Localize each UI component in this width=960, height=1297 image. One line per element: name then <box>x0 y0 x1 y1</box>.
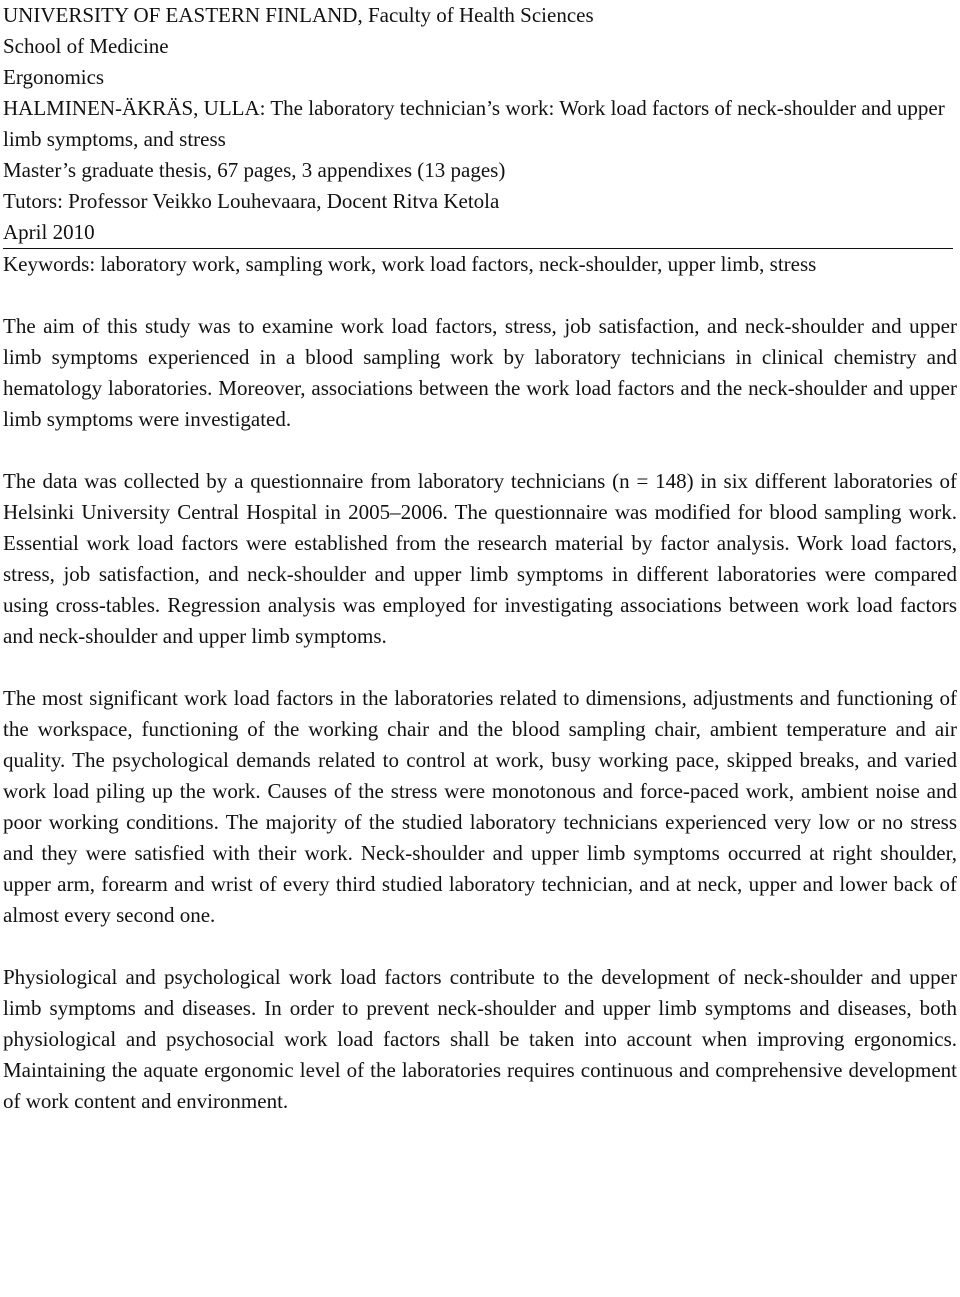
keywords-line: Keywords: laboratory work, sampling work, work load factors, neck-shoulder, upper limb, stress <box>3 252 817 276</box>
university-line: UNIVERSITY OF EASTERN FINLAND, Faculty of Health Sciences <box>3 3 594 27</box>
abstract-paragraph: The aim of this study was to examine work load factors, stress, job satisfaction, and neck-shoulder and upper limb symptoms experienced in a blood sampling work by laboratory technicians in clinical chemistry and hematology laboratories. Moreover, associations between the work load factors and the neck-shoulder and upper limb symptoms were investigated. <box>3 314 957 431</box>
tutors-line: Tutors: Professor Veikko Louhevaara, Docent Ritva Ketola <box>3 189 500 213</box>
abstract-paragraph: The data was collected by a questionnaire from laboratory technicians (n = 148) in six different laboratories of Helsinki University Central Hospital in 2005–2006. The questionnaire was modified for blood sampling work. Essential work load factors were established from the research material by factor analysis. Work load factors, stress, job satisfaction, and neck-shoulder and upper limb symptoms in different laboratories were compared using cross-tables. Regression analysis was employed for investigating associations between work load factors and neck-shoulder and upper limb symptoms. <box>3 469 957 648</box>
thesis-title: HALMINEN-ÄKRÄS, ULLA: The laboratory technician’s work: Work load factors of neck-shoulder and upper limb symptoms, and stress <box>3 96 945 151</box>
school-line: School of Medicine <box>3 34 169 58</box>
thesis-info-line: Master’s graduate thesis, 67 pages, 3 appendixes (13 pages) <box>3 158 506 182</box>
date-line: April 2010 <box>3 217 953 249</box>
abstract-paragraph: Physiological and psychological work load factors contribute to the development of neck-shoulder and upper limb symptoms and diseases. In order to prevent neck-shoulder and upper limb symptoms and diseases, both physiological and psychosocial work load factors shall be taken into account when improving ergonomics. Maintaining the aquate ergonomic level of the laboratories requires continuous and comprehensive development of work content and environment. <box>3 965 957 1113</box>
thesis-header <box>3 0 957 280</box>
abstract-body <box>3 311 957 1117</box>
department-line: Ergonomics <box>3 65 105 89</box>
abstract-paragraph: The most significant work load factors in the laboratories related to dimensions, adjustments and functioning of the workspace, functioning of the working chair and the blood sampling chair, ambient temperature and air quality. The psychological demands related to control at work, busy working pace, skipped breaks, and varied work load piling up the work. Causes of the stress were monotonous and force-paced work, ambient noise and poor working conditions. The majority of the studied laboratory technicians experienced very low or no stress and they were satisfied with their work. Neck-shoulder and upper limb symptoms occurred at right shoulder, upper arm, forearm and wrist of every third studied laboratory technician, and at neck, upper and lower back of almost every second one. <box>3 686 957 927</box>
